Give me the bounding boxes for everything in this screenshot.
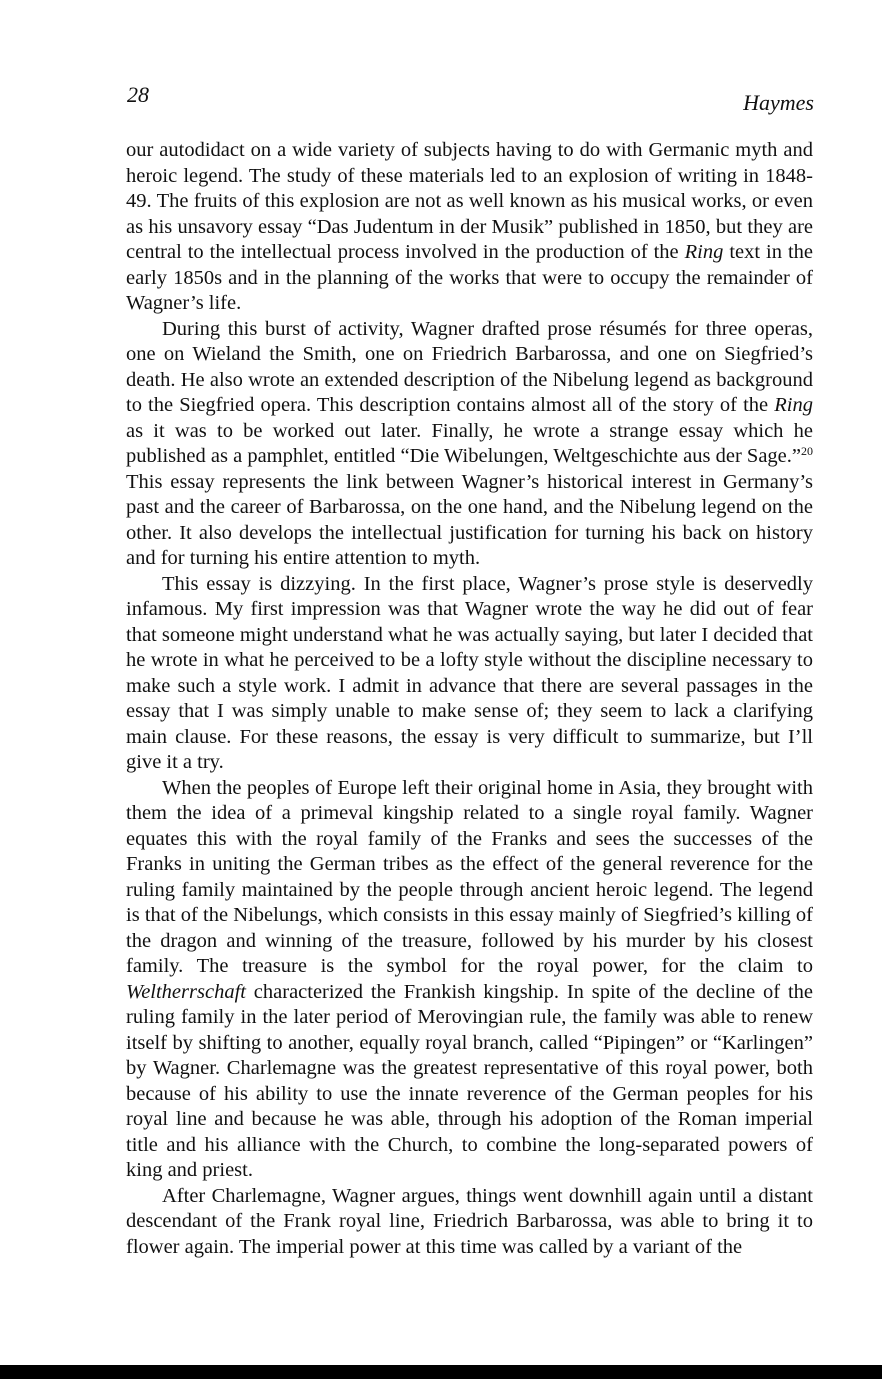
running-head: Haymes [743,90,814,115]
weltherrschaft-term: Weltherrschaft [126,980,246,1003]
paragraph-4-text-b: characterized the Frankish kingship. In spite of the decline of the ruling family in the later period of Merovingian rule, the family was able to renew itself by shifting to another, equally royal branch, called “Pipingen” or “Karlingen” by Wagner. Charlemagne was the greatest representative of this royal power, both because of his ability to use the innate reverence of the German peoples for his royal line and because he was able, through his adoption of the Roman imperial title and his alliance with the Church, to combine the long-separated powers of king and priest. [126,980,813,1181]
body-text [126,138,813,1260]
ring-title: Ring [684,241,724,263]
scan-bottom-edge [0,1365,882,1379]
ring-title: Ring [774,394,813,416]
paragraph-5: After Charlemagne, Wagner argues, things went downhill again until a distant descendant of the Frank royal line, Friedrich Barbarossa, was able to bring it to flower again. The imperial power at this time was called by a variant of the [126,1184,813,1258]
paragraph-4-text-a: When the peoples of Europe left their original home in Asia, they brought with them the idea of a primeval kingship related to a single royal family. Wagner equates this with the royal family of the Franks and sees the successes of the Franks in uniting the German tribes as the effect of the general reverence for the ruling family maintained by the people through ancient heroic legend. The legend is that of the Nibelungs, which consists in this essay mainly of Siegfried’s killing of the dragon and winning of the treasure, followed by his murder by his closest family. The treasure is the symbol for the royal power, for the claim to [126,776,813,977]
page-number: 28 [127,82,149,107]
paragraph-2-text-a: During this burst of activity, Wagner drafted prose résumés for three operas, one on Wieland the Smith, one on Friedrich Barbarossa, and one on Siegfried’s death. He also wrote an extended description of the Nibelung legend as background to the Siegfried opera. This description contains almost all of the story of the [126,317,813,416]
paragraph-4 [126,776,813,1184]
paragraph-2 [126,317,813,572]
paragraph-1-text-b: text in the early 1850s and in the planning of the works that were to occupy the remainder of Wagner’s life. [126,241,813,314]
paragraph-2-text-c: This essay represents the link between Wagner’s historical interest in Germany’s past and the career of Barbarossa, on the one hand, and the Nibelung legend on the other. It also develops the intellectual justification for turning his back on history and for turning his entire attention to myth. [126,470,813,569]
paragraph-1 [126,138,813,317]
paragraph-3: This essay is dizzying. In the first place, Wagner’s prose style is deservedly infamous. My first impression was that Wagner wrote the way he did out of fear that someone might understand what he was actually saying, but later I decided that he wrote in what he perceived to be a lofty style without the discipline necessary to make such a style work. I admit in advance that there are several passages in the essay that I was simply unable to make sense of; they seem to lack a clarifying main clause. For these reasons, the essay is very difficult to summarize, but I’ll give it a try. [126,572,813,773]
paragraph-2-text-b: as it was to be worked out later. Finally, he wrote a strange essay which he published as a pamphlet, entitled “Die Wibelungen, Weltgeschichte aus der Sage.” [126,419,813,467]
footnote-ref-20: 20 [801,444,813,458]
paragraph-1-text-a: our autodidact on a wide variety of subjects having to do with Germanic myth and heroic legend. The study of these materials led to an explosion of writing in 1848-49. The fruits of this explosion are not as well known as his musical works, or even as his unsavory essay “Das Judentum in der Musik” published in 1850, but they are central to the intellectual process involved in the production of the [126,139,813,263]
